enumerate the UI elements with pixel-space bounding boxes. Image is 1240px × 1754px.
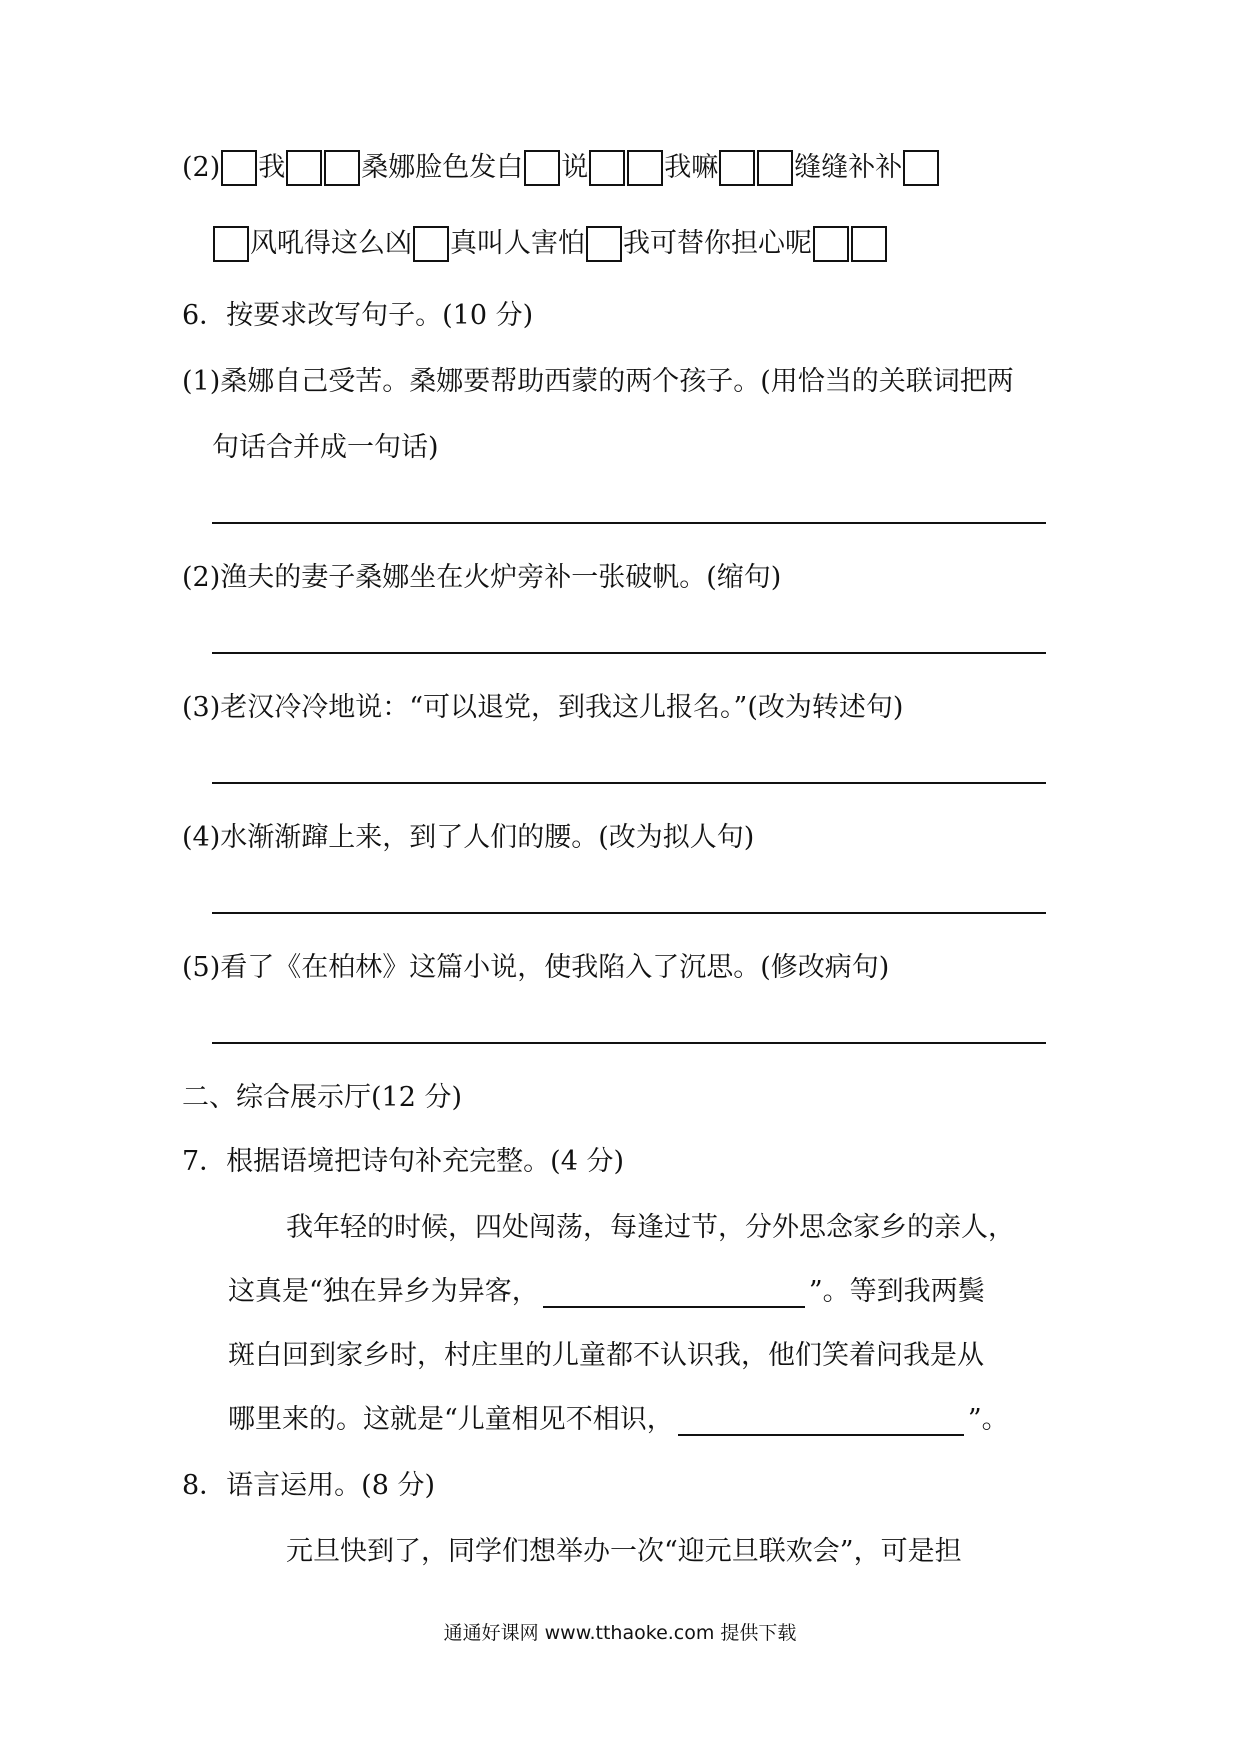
q6-title: 6．按要求改写句子。(10 分) — [182, 300, 534, 331]
q7-p2 — [228, 1272, 985, 1312]
answer-line-2[interactable] — [212, 652, 1046, 654]
punct-box[interactable] — [286, 150, 322, 186]
q7-p1: 我年轻的时候，四处闯荡，每逢过节，分外思念家乡的亲人， — [286, 1212, 1015, 1243]
answer-line-4[interactable] — [212, 912, 1046, 914]
punct-box[interactable] — [221, 150, 257, 186]
q5-2-seg4: 我嘛 — [664, 152, 719, 183]
section2-title: 二、综合展示厅(12 分) — [182, 1082, 463, 1113]
answer-line-3[interactable] — [212, 782, 1046, 784]
q6-item-3: (3)老汉冷冷地说：“可以退党，到我这儿报名。”(改为转述句) — [182, 692, 904, 723]
q5-2-seg7: 真叫人害怕 — [450, 228, 585, 259]
poem-blank-2[interactable] — [678, 1404, 964, 1436]
q5-2-seg2: 桑娜脸色发白 — [361, 152, 524, 183]
q6-item-1: (1)桑娜自己受苦。桑娜要帮助西蒙的两个孩子。(用恰当的关联词把两 — [182, 366, 1014, 397]
footer-text: 通通好课网 www.tthaoke.com 提供下载 — [443, 1622, 797, 1644]
q5-2-seg6: 风吼得这么凶 — [250, 228, 412, 259]
q7-p3: 斑白回到家乡时，村庄里的儿童都不认识我，他们笑着问我是从 — [228, 1340, 984, 1371]
punct-box[interactable] — [589, 150, 625, 186]
punct-box[interactable] — [213, 226, 249, 262]
q8-p1: 元旦快到了，同学们想举办一次“迎元旦联欢会”，可是担 — [286, 1536, 962, 1567]
punct-box[interactable] — [586, 226, 622, 262]
q7-p4b: ”。 — [967, 1404, 1009, 1435]
q5-2-row2 — [212, 224, 888, 264]
q5-2-label: (2) — [182, 152, 221, 183]
punct-box[interactable] — [627, 150, 663, 186]
poem-blank-1[interactable] — [543, 1276, 805, 1308]
punct-box[interactable] — [851, 226, 887, 262]
q6-item-2: (2)渔夫的妻子桑娜坐在火炉旁补一张破帆。(缩句) — [182, 562, 782, 593]
q7-p4 — [228, 1400, 1009, 1440]
q5-2-seg3: 说 — [561, 152, 589, 183]
q5-2-row1 — [182, 148, 940, 188]
q7-p2b: ”。等到我两鬓 — [808, 1276, 985, 1307]
punct-box[interactable] — [324, 150, 360, 186]
q6-item-4: (4)水渐渐蹿上来，到了人们的腰。(改为拟人句) — [182, 822, 755, 853]
punct-box[interactable] — [757, 150, 793, 186]
q7-p2a: 这真是“独在异乡为异客， — [228, 1276, 539, 1307]
punct-box[interactable] — [524, 150, 560, 186]
q5-2-seg5: 缝缝补补 — [794, 152, 903, 183]
q7-title: 7．根据语境把诗句补充完整。(4 分) — [182, 1146, 625, 1177]
q6-item-1-cont: 句话合并成一句话) — [212, 432, 439, 463]
q5-2-seg1: 我 — [258, 152, 286, 183]
answer-line-1[interactable] — [212, 522, 1046, 524]
q7-p4a: 哪里来的。这就是“儿童相见不相识， — [228, 1404, 674, 1435]
punct-box[interactable] — [719, 150, 755, 186]
answer-line-5[interactable] — [212, 1042, 1046, 1044]
punct-box[interactable] — [903, 150, 939, 186]
punct-box[interactable] — [813, 226, 849, 262]
q6-item-5: (5)看了《在柏林》这篇小说，使我陷入了沉思。(修改病句) — [182, 952, 890, 983]
q8-title: 8．语言运用。(8 分) — [182, 1470, 436, 1501]
q5-2-seg8: 我可替你担心呢 — [623, 228, 812, 259]
punct-box[interactable] — [413, 226, 449, 262]
